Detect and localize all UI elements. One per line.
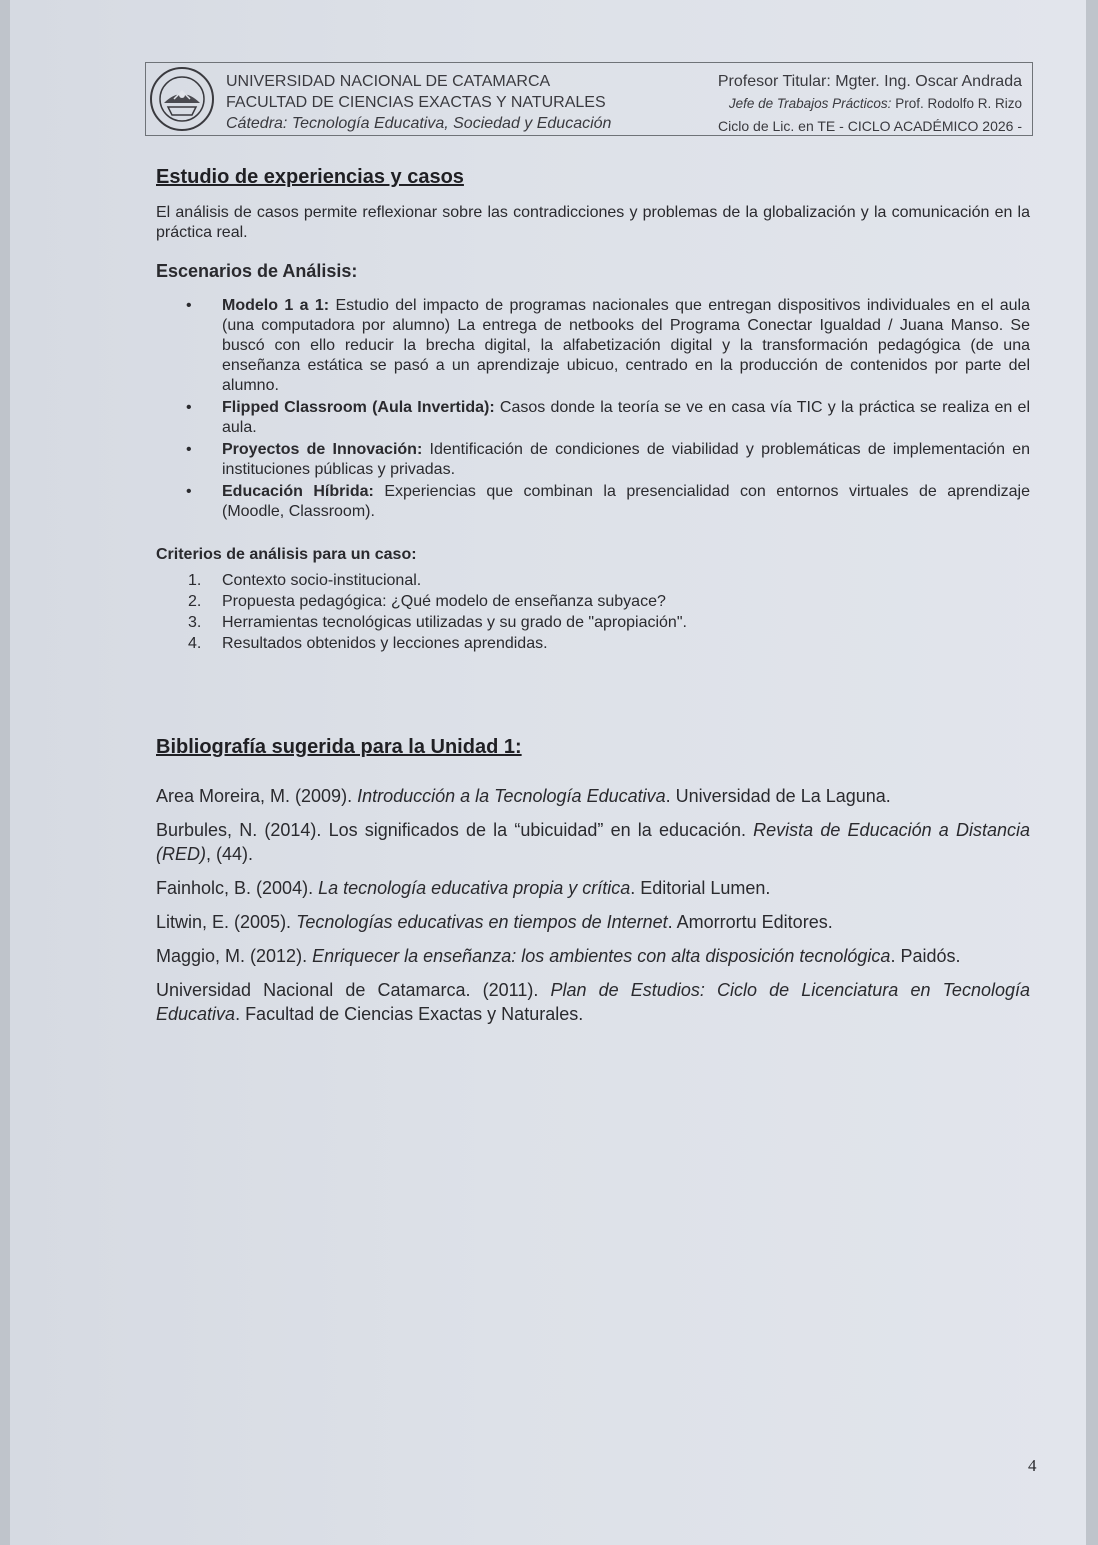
chair-line: Cátedra: Tecnología Educativa, Sociedad y Educación	[226, 115, 612, 132]
university-name: UNIVERSIDAD NACIONAL DE CATAMARCA	[226, 73, 551, 90]
page-header	[145, 62, 1033, 136]
list-item: 2. Propuesta pedagógica: ¿Qué modelo de enseñanza subyace?	[188, 593, 666, 610]
page-number: 4	[1028, 1456, 1037, 1475]
bibliography-entry: Burbules, N. (2014). Los significados de la “ubicuidad” en la educación. Revista de Educación a Distancia (RED), (44).	[156, 820, 1030, 864]
criteria-title: Criterios de análisis para un caso:	[156, 546, 417, 563]
bibliography-list	[156, 784, 1030, 1036]
jtp-line: Jefe de Trabajos Prácticos: Prof. Rodolfo R. Rizo	[728, 96, 1022, 111]
list-item: 3. Herramientas tecnológicas utilizadas y su grado de "apropiación".	[188, 614, 687, 631]
bullet-icon: •	[186, 441, 192, 458]
bullet-icon: •	[186, 399, 192, 416]
professor-line: Profesor Titular: Mgter. Ing. Oscar Andrada	[717, 73, 1022, 90]
faculty-name: FACULTAD DE CIENCIAS EXACTAS Y NATURALES	[226, 94, 606, 111]
staff-block	[718, 71, 1022, 137]
list-item: • Flipped Classroom (Aula Invertida): Casos donde la teoría se ve en casa vía TIC y la práctica se realiza en el aula.	[186, 399, 1030, 436]
bibliography-entry: Universidad Nacional de Catamarca. (2011). Plan de Estudios: Ciclo de Licenciatura en Tecnología Educativa. Facultad de Ciencias Exactas y Naturales.	[156, 980, 1030, 1024]
main-content	[156, 166, 1030, 654]
bibliography-title: Bibliografía sugerida para la Unidad 1:	[156, 736, 522, 758]
criteria-list	[156, 570, 1030, 654]
section-title: Estudio de experiencias y casos	[156, 166, 464, 188]
bibliography-entry: Area Moreira, M. (2009). Introducción a la Tecnología Educativa. Universidad de La Laguna.	[156, 786, 891, 806]
scenarios-list	[156, 296, 1030, 522]
bibliography-entry: Maggio, M. (2012). Enriquecer la enseñanza: los ambientes con alta disposición tecnológica. Paidós.	[156, 946, 961, 966]
bullet-icon: •	[186, 483, 192, 500]
university-seal-icon	[148, 65, 216, 133]
list-item: 4. Resultados obtenidos y lecciones aprendidas.	[188, 635, 548, 652]
list-item: • Modelo 1 a 1: Estudio del impacto de programas nacionales que entregan dispositivos individuales en el aula (una computadora por alumno) La entrega de netbooks del Programa Conectar Igualdad / Juana Manso. Se buscó con ello reducir la brecha digital, la alfabetización digital y la transformación pedagógica (de una enseñanza estática se pasó a un aprendizaje ubicuo, centrado en la producción de contenidos por parte del alumno.	[186, 297, 1031, 394]
bibliography-entry: Litwin, E. (2005). Tecnologías educativas en tiempos de Internet. Amorrortu Editores.	[156, 912, 833, 932]
document-page	[10, 0, 1086, 1545]
institution-block	[226, 71, 611, 134]
scenarios-title: Escenarios de Análisis:	[156, 261, 358, 281]
section-intro: El análisis de casos permite reflexionar sobre las contradicciones y problemas de la globalización y la comunicación en la práctica real.	[156, 204, 1030, 241]
bullet-icon: •	[186, 297, 192, 314]
chair-name: Tecnología Educativa, Sociedad y Educación	[291, 115, 612, 132]
list-item: • Educación Híbrida: Experiencias que combinan la presencialidad con entornos virtuales de aprendizaje (Moodle, Classroom).	[186, 483, 1031, 520]
list-item: • Proyectos de Innovación: Identificación de condiciones de viabilidad y problemáticas de implementación en instituciones públicas y privadas.	[186, 441, 1030, 478]
cycle-line: Ciclo de Lic. en TE - CICLO ACADÉMICO 2026 -	[718, 118, 1022, 134]
list-item: 1. Contexto socio-institucional.	[188, 572, 422, 589]
bibliography-entry: Fainholc, B. (2004). La tecnología educativa propia y crítica. Editorial Lumen.	[156, 878, 771, 898]
